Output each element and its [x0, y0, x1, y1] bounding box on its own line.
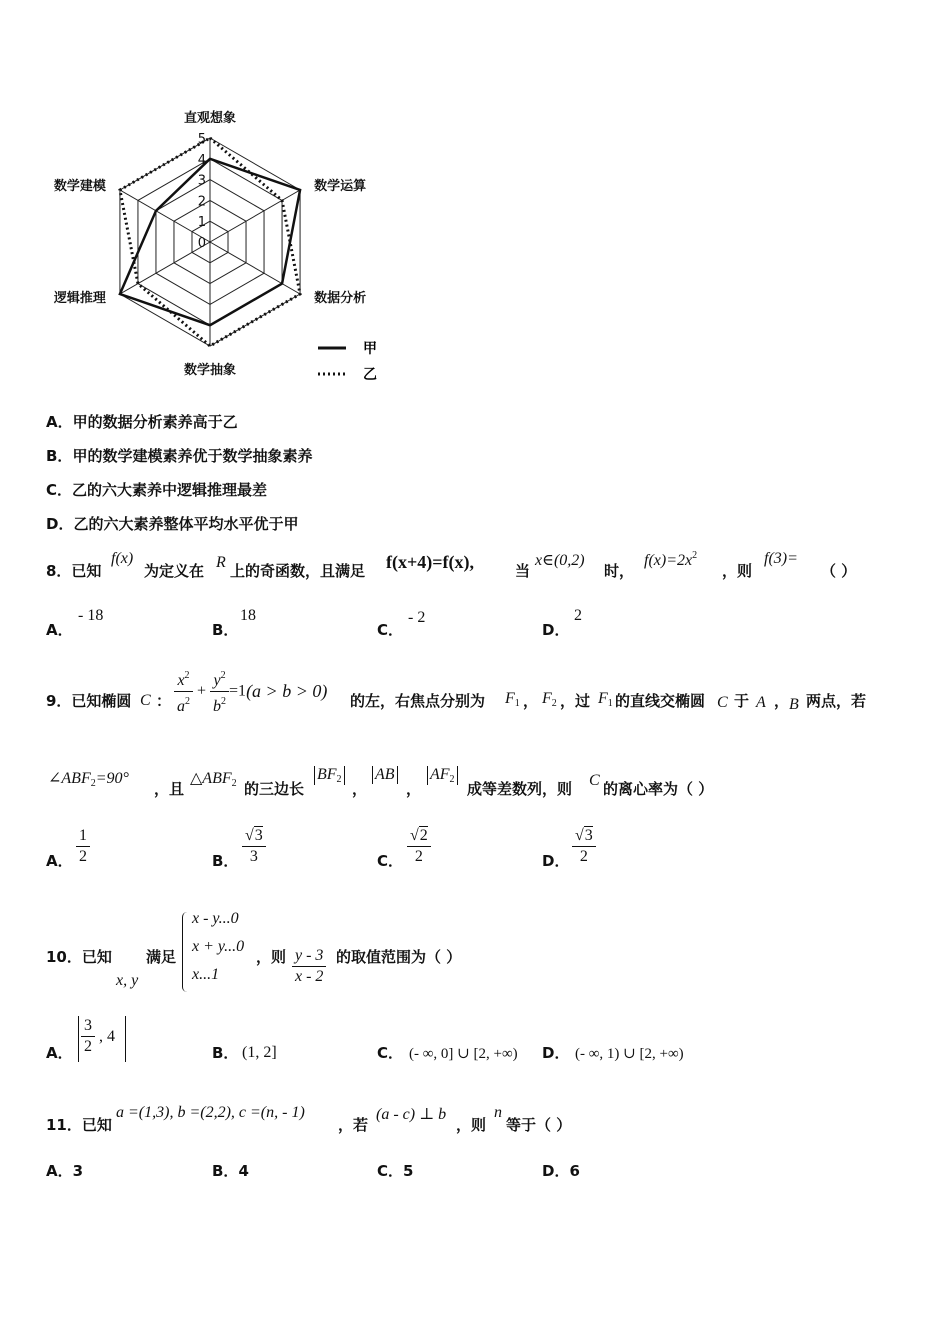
option-value: 2: [574, 607, 582, 624]
q9-AB: AB: [372, 766, 398, 784]
option-label: D．: [542, 1162, 570, 1180]
radar-axis-line: [210, 242, 300, 294]
option-value: 4: [238, 1162, 249, 1180]
radar-tick-label: 4: [197, 152, 206, 168]
radar-axis-label: 数学抽象: [183, 363, 237, 378]
q8-f3: f(3)=: [764, 550, 798, 567]
q9-comma-2: ，: [774, 692, 790, 710]
q11-text-2: ，则: [456, 1116, 487, 1134]
legend-label-yi: 乙: [363, 367, 377, 383]
option-label: D．: [542, 1044, 570, 1062]
radar-ticks: [198, 132, 206, 251]
option-label: B．: [212, 1162, 239, 1180]
q8-text-1: 为定义在: [144, 562, 205, 580]
option-label: B．: [212, 621, 239, 639]
radar-grid: [120, 138, 300, 346]
radar-tick-label: 1: [197, 215, 206, 231]
q9-F1: $F_1$: [505, 690, 520, 709]
q9-text-7: 的三边长: [244, 780, 305, 798]
question-9: [46, 664, 926, 720]
option-label: A．: [46, 413, 73, 431]
radar-tick-label: 5: [197, 132, 206, 147]
q11-text-3: 等于（ ）: [506, 1116, 572, 1134]
q9-comma: ，: [523, 692, 539, 710]
q7-option-c[interactable]: [46, 479, 267, 500]
q10-constraint-3: x...1: [192, 966, 220, 983]
q9-ellipse-eq: $\frac{x^2}{a^2}$ + $\frac{y^2}{b^2}$ =1(a > b > 0): [174, 666, 327, 717]
option-label: C．: [377, 621, 404, 639]
q9-F2: $F_2$: [542, 690, 557, 709]
option-label: D．: [542, 621, 570, 639]
q11-text-1: ，若: [338, 1116, 369, 1134]
q10-text-2: ，则: [256, 948, 287, 966]
q9-F1-b: $F_1$: [598, 690, 613, 709]
option-fraction: $\frac{1}{2}$: [76, 826, 90, 867]
radar-chart: [40, 110, 400, 390]
q11-vectors: a =(1,3), b =(2,2), c =(n, - 1): [116, 1104, 305, 1121]
q8-R: R: [216, 554, 226, 571]
q9-comma-4: ，: [406, 780, 422, 798]
option-label: C．: [377, 1044, 404, 1062]
q9-text-3: 的直线交椭圆: [615, 692, 706, 710]
option-value: 18: [240, 607, 256, 624]
option-label: B．: [212, 852, 239, 870]
option-label: B．: [46, 447, 73, 465]
option-label: A．: [46, 852, 73, 870]
option-label: A．: [46, 1162, 73, 1180]
q9-text-9: 的离心率为（ ）: [603, 780, 714, 798]
option-label: D．: [46, 515, 74, 533]
radar-axis-label: 直观想象: [183, 111, 237, 126]
q10-text-1: 满足: [146, 948, 177, 966]
radar-axis-label: 数学建模: [53, 179, 106, 194]
question-11: [46, 1102, 926, 1134]
legend: [318, 341, 377, 383]
q8-fx: f(x): [111, 550, 134, 567]
q9-text-8: 成等差数列，则: [467, 780, 573, 798]
q11-option-b[interactable]: [212, 1160, 249, 1181]
option-value: 3: [72, 1162, 84, 1180]
q9-angle: $\angle ABF_2=90^\circ$: [48, 770, 129, 789]
radar-tick-label: 3: [197, 173, 206, 189]
q7-option-d[interactable]: [46, 513, 298, 534]
q9-text-2: ，过: [560, 692, 591, 710]
q9-text-6: ，且: [154, 780, 185, 798]
option-label: A．: [46, 1044, 73, 1062]
option-label: C．: [377, 852, 404, 870]
q7-option-b[interactable]: [46, 445, 312, 466]
q11-perp: (a - c) ⊥ b: [376, 1106, 447, 1123]
q11-number: 11．已知: [46, 1116, 112, 1134]
q8-condition: f(x+4)=f(x),: [386, 552, 474, 572]
q10-text-3: 的取值范围为（ ）: [336, 948, 462, 966]
q9-triangle: $\triangle ABF_2$: [190, 770, 237, 789]
q8-formula: $f(x)=2x^2$: [644, 550, 698, 569]
option-fraction: $\frac{√3}{3}$: [242, 826, 266, 867]
q8-number: 8．已知: [46, 562, 102, 580]
q11-option-d[interactable]: [542, 1160, 580, 1181]
q9-C-c: C: [589, 772, 600, 789]
legend-label-jia: 甲: [363, 341, 377, 357]
radar-tick-label: 0: [197, 236, 206, 251]
option-label: C．: [46, 481, 73, 499]
q9-AF2: $AF_2$: [427, 766, 458, 785]
q8-text-3: 当: [515, 562, 531, 580]
option-text: 乙的六大素养整体平均水平优于甲: [73, 515, 299, 533]
q11-option-c[interactable]: [377, 1160, 413, 1181]
option-label: B．: [212, 1044, 239, 1062]
q10-xy: x, y: [116, 972, 139, 989]
radar-axis-label: 逻辑推理: [53, 291, 106, 306]
option-fraction: $\frac{√2}{2}$: [407, 826, 431, 867]
q8-paren: （ ）: [821, 562, 857, 580]
q9-text-5: 两点，若: [806, 692, 867, 710]
q9-C: C: [140, 692, 151, 709]
q9-number: 9．已知椭圆: [46, 692, 132, 710]
q9-text-4: 于: [734, 692, 750, 710]
question-8: [46, 548, 926, 578]
option-label: D．: [542, 852, 570, 870]
radar-axis-line: [120, 190, 210, 242]
q9-comma-3: ，: [352, 780, 368, 798]
q10-brace: [182, 912, 187, 992]
q8-interval: x∈(0,2): [535, 552, 585, 569]
question-10: [46, 906, 926, 998]
option-fraction: $\frac{√3}{2}$: [572, 826, 596, 867]
radar-axis-label: 数学运算: [314, 179, 367, 194]
option-value: - 2: [408, 609, 426, 626]
option-value: (1, 2]: [242, 1044, 277, 1061]
q7-option-a[interactable]: [46, 411, 238, 432]
option-value: 6: [569, 1162, 580, 1180]
q8-text-4: 时，: [604, 562, 635, 580]
option-value: - 18: [78, 607, 104, 624]
radar-tick-label: 2: [197, 194, 206, 210]
option-value: 5: [403, 1162, 414, 1180]
q10-number: 10．已知: [46, 948, 112, 966]
q10-constraint-1: x - y...0: [192, 910, 239, 927]
option-interval: $\frac{3}{2}$ , 4: [78, 1016, 126, 1062]
q8-text-5: ，则: [722, 562, 753, 580]
q10-constraint-2: x + y...0: [192, 938, 245, 955]
q11-option-a[interactable]: [46, 1160, 83, 1181]
q9-colon: ：: [156, 692, 172, 710]
option-label: C．: [377, 1162, 404, 1180]
option-text: 甲的数据分析素养高于乙: [72, 413, 238, 431]
q9-A: A: [756, 694, 766, 711]
radar-axis-label: 数据分析: [314, 291, 367, 306]
option-value: (- ∞, 0] ∪ [2, +∞): [409, 1046, 518, 1062]
q9-text-1: 的左，右焦点分别为: [350, 692, 486, 710]
q10-fraction: $\frac{y - 3}{x - 2}$: [292, 946, 326, 987]
option-value: (- ∞, 1) ∪ [2, +∞): [575, 1046, 684, 1062]
option-text: 乙的六大素养中逻辑推理最差: [72, 481, 268, 499]
question-9-line-2: [46, 762, 926, 802]
q8-text-2: 上的奇函数，且满足: [230, 562, 366, 580]
q9-B: B: [789, 696, 799, 713]
option-label: A．: [46, 621, 73, 639]
option-text: 甲的数学建模素养优于数学抽象素养: [72, 447, 313, 465]
q9-C-b: C: [717, 694, 728, 711]
q9-BF2: $BF_2$: [314, 766, 345, 785]
q11-n: n: [494, 1104, 502, 1121]
